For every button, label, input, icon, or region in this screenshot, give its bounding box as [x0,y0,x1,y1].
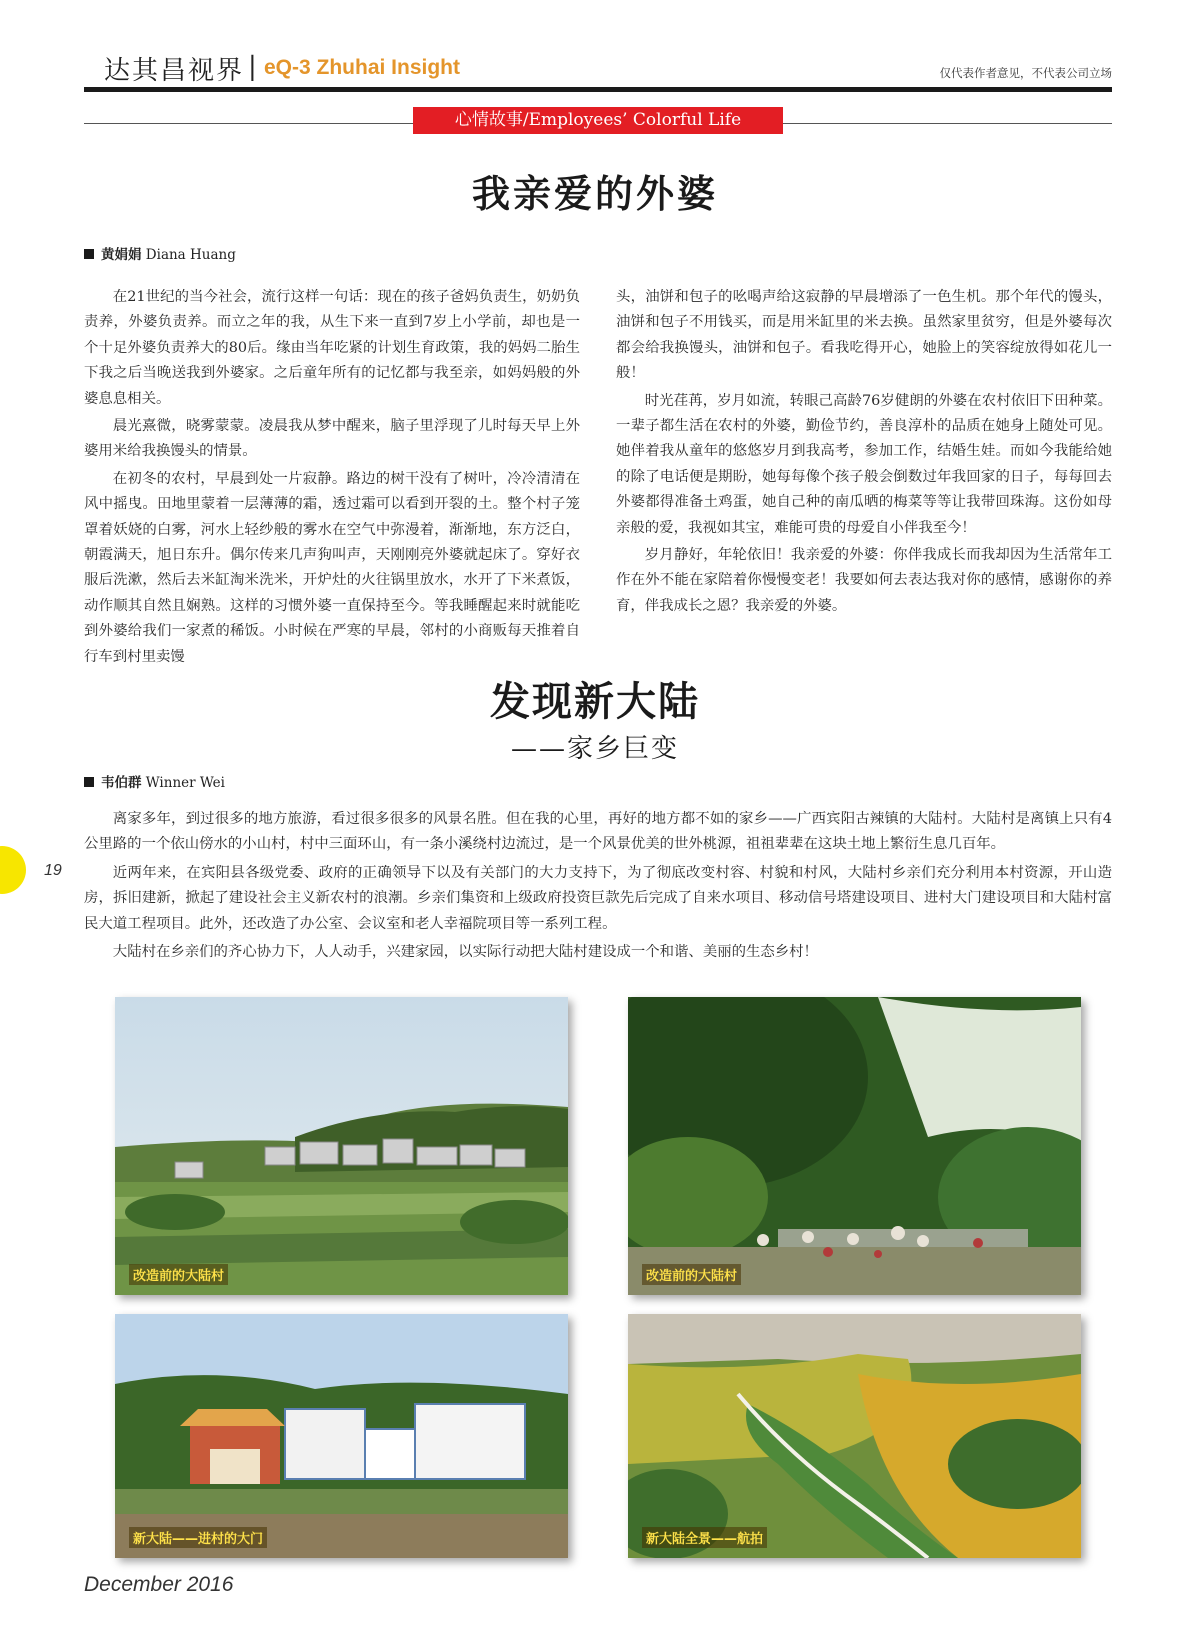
article2-body [84,807,1112,968]
page-number: 19 [44,862,62,879]
village-gate-image [115,1314,568,1558]
article1-paragraph: 晨光熹微，晓雾蒙蒙。凌晨我从梦中醒来，脑子里浮现了儿时每天早上外婆用米给我换馒头的情景。 [84,418,580,460]
photo-caption: 新大陆——进村的大门 [129,1527,267,1548]
section-tag: 心情故事/Employees’ Colorful Life [413,107,783,134]
header-rule [84,87,1112,92]
article1-paragraph: 岁月静好，年轮依旧！我亲爱的外婆：你伴我成长而我却因为生活常年工作在外不能在家陪着你慢慢变老！我要如何去表达我对你的感情，感谢你的养育，伴我成长之恩？我亲爱的外婆。 [616,547,1112,614]
photo-new-gate [115,1314,568,1558]
article1-paragraph: 时光荏苒，岁月如流，转眼己高龄76岁健朗的外婆在农村依旧下田种菜。一辈子都生活在农村的外婆，勤俭节约，善良淳朴的品质在她身上随处可见。她伴着我从童年的悠悠岁月到我高考，参加工作，结婚生娃。而如今我能给她的除了电话便是期盼，她每每像个孩子般会倒数过年我回家的日子，每每回去外婆都得准备土鸡蛋，她自己种的南瓜晒的梅菜等等让我带回珠海。这份如母亲般的爱，我视如其宝，难能可贵的母爱自小伴我至今！ [616,392,1112,536]
photo-village-before-2 [628,997,1081,1295]
article2-paragraph: 大陆村在乡亲们的齐心协力下，人人动手，兴建家园，以实际行动把大陆村建设成一个和谐、美丽的生态乡村！ [112,944,818,961]
village-landscape-image [115,997,568,1295]
article2-author-cn: 韦伯群 [101,775,142,791]
page-number-dot [0,846,26,894]
article1-author-cn: 黄娟娟 [101,247,142,263]
article2-subtitle: ——家乡巨变 [510,734,679,764]
article2-paragraph: 离家多年，到过很多的地方旅游，看过很多很多的风景名胜。但在我的心里，再好的地方都不如的家乡——广西宾阳古辣镇的大陆村。大陆村是离镇上只有4公里路的一个依山傍水的小山村，村中三面环山，有一条小溪绕村边流过，是一个风景优美的世外桃源，祖祖辈辈在这块土地上繁衍生息几百年。 [84,811,1112,853]
article1-author-en: Diana Huang [145,247,236,263]
issue-date: December 2016 [84,1573,234,1596]
magazine-title-cn: 达其昌视界 [104,56,245,86]
article2-title: 发现新大陆 [490,678,700,725]
article1-right-column [616,285,1112,621]
article1-title: 我亲爱的外婆 [471,171,718,216]
article2-byline [84,771,225,791]
photo-aerial-view [628,1314,1081,1558]
photo-caption: 新大陆全景——航拍 [642,1527,767,1548]
header-separator: | [248,52,257,82]
article1-paragraph: 在初冬的农村，早晨到处一片寂静。路边的树干没有了树叶，冷冷清清在风中摇曳。田地里蒙着一层薄薄的霜，透过霜可以看到开裂的土。整个村子笼罩着妖娆的白雾，河水上轻纱般的雾水在空气中弥漫着，渐渐地，东方泛白，朝霞满天，旭日东升。偶尔传来几声狗叫声，天刚刚亮外婆就起床了。穿好衣服后洗漱，然后去米缸淘米洗米，开炉灶的火往锅里放水，水开了下米煮饭，动作顺其自然且娴熟。这样的习惯外婆一直保持至今。等我睡醒起来时就能吃到外婆给我们一家煮的稀饭。小时候在严寒的早晨，邻村的小商贩每天推着自行车到村里卖馒 [84,470,580,665]
stream-washing-image [628,997,1081,1295]
article2-author-en: Winner Wei [145,775,225,791]
article2-paragraph: 近两年来，在宾阳县各级党委、政府的正确领导下以及有关部门的大力支持下，为了彻底改变村容、村貌和村风，大陆村乡亲们充分利用本村资源，开山造房，拆旧建新，掀起了建设社会主义新农村的浪潮。乡亲们集资和上级政府投资巨款先后完成了自来水项目、移动信号塔建设项目、进村大门建设项目和大陆村富民大道工程项目。此外，还改造了办公室、会议室和老人幸福院项目等一系列工程。 [84,864,1112,932]
aerial-village-image [628,1314,1081,1558]
article1-left-column [84,285,580,672]
magazine-title-en: eQ-3 Zhuhai Insight [264,56,461,79]
byline-square-icon [84,249,94,259]
header-disclaimer: 仅代表作者意见，不代表公司立场 [939,66,1112,80]
article1-byline [84,243,236,263]
photo-caption: 改造前的大陆村 [129,1264,228,1285]
byline-square-icon [84,777,94,787]
article1-paragraph-continued: 头，油饼和包子的吆喝声给这寂静的早晨增添了一色生机。那个年代的馒头，油饼和包子不用钱买，而是用米缸里的米去换。虽然家里贫穷，但是外婆每次都会给我换馒头，油饼和包子。看我吃得开心，她脸上的笑容绽放得如花儿一般！ [616,289,1112,382]
photo-village-before-1 [115,997,568,1295]
article1-paragraph: 在21世纪的当今社会，流行这样一句话：现在的孩子爸妈负责生，奶奶负责养，外婆负责养。而立之年的我，从生下来一直到7岁上小学前，却也是一个十足外婆负责养大的80后。缘由当年吃紧的计划生育政策，我的妈妈二胎生下我之后当晚送我到外婆家。之后童年所有的记忆都与我至亲，如妈妈般的外婆息息相关。 [84,289,580,407]
photo-caption: 改造前的大陆村 [642,1264,741,1285]
